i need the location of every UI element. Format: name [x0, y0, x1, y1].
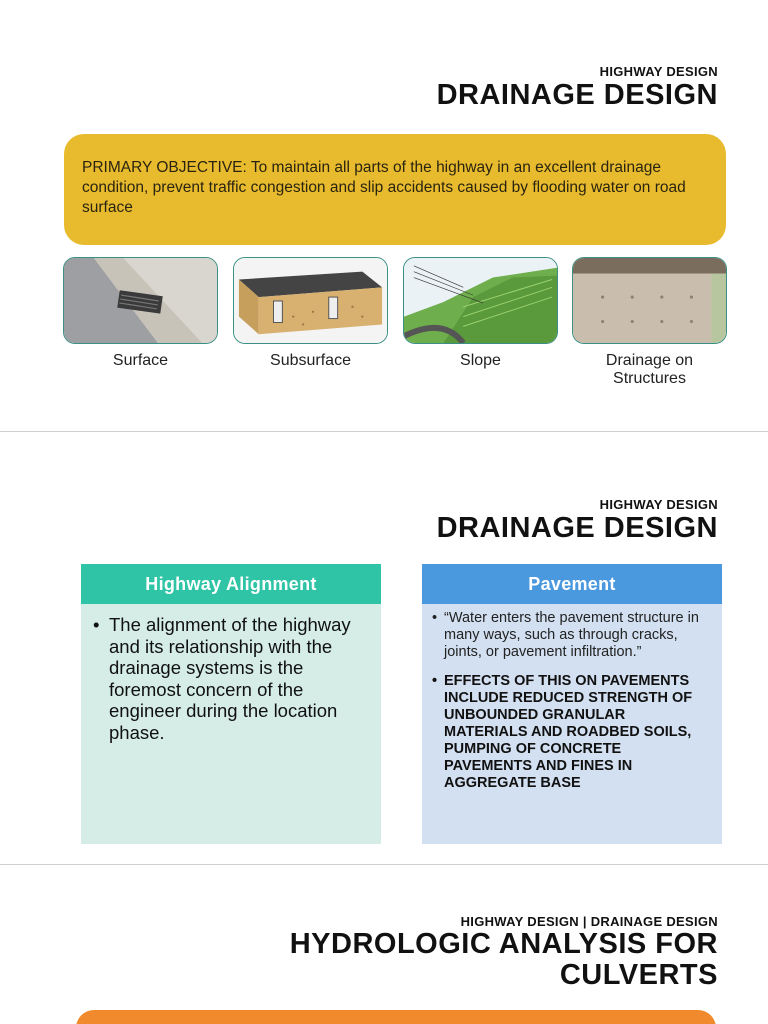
- surface-label: Surface: [112, 352, 169, 369]
- slide-drainage-types: [0, 0, 768, 432]
- slide-kicker: HIGHWAY DESIGN: [599, 64, 718, 79]
- slide-title-line-2: CULVERTS: [559, 959, 718, 991]
- primary-objective-text: PRIMARY OBJECTIVE: To maintain all parts of the highway in an excellent drainage condition, prevent traffic congestion and slip accidents caused by flooding water on road surface: [82, 159, 686, 216]
- pavement-bullet-1: • “Water enters the pavement structure in many ways, such as through cracks, joints, or pavement infiltration.”: [432, 610, 712, 661]
- alignment-bullet-text: The alignment of the highway and its relationship with the drainage systems is the foremost concern of the engineer during the location phase.: [109, 614, 351, 743]
- alignment-card-body: [81, 604, 381, 844]
- subsurface-label: Subsurface: [270, 352, 351, 369]
- slide-kicker: HIGHWAY DESIGN: [599, 497, 718, 512]
- pavement-bullet-2: • EFFECTS OF THIS ON PAVEMENTS INCLUDE REDUCED STRENGTH OF UNBOUNDED GRANULAR MATERIALS AND ROADBED SOILS, PUMPING OF CONCRETE PAVEMENTS AND FINES IN AGGREGATE BASE: [432, 673, 712, 792]
- pavement-bullet-2-text: EFFECTS OF THIS ON PAVEMENTS INCLUDE REDUCED STRENGTH OF UNBOUNDED GRANULAR MATERIALS AND ROADBED SOILS, PUMPING OF CONCRETE PAVEMENTS AND FINES IN AGGREGATE BASE: [444, 673, 693, 791]
- slide-title: DRAINAGE DESIGN: [436, 512, 718, 544]
- slide-kicker: HIGHWAY DESIGN | DRAINAGE DESIGN: [460, 914, 718, 929]
- structures-label: Drainage on Structures: [605, 352, 694, 387]
- slope-drainage-image: [403, 257, 558, 344]
- slide-title-line-1: HYDROLOGIC ANALYSIS FOR: [289, 928, 718, 960]
- pavement-bullet-1-text: “Water enters the pavement structure in many ways, such as through cracks, joints, or pavement infiltration.”: [444, 610, 699, 660]
- slope-label: Slope: [460, 352, 501, 369]
- primary-objective-box: [64, 134, 726, 245]
- alignment-bullet: • The alignment of the highway and its relationship with the drainage systems is the foremost concern of the engineer during the location phase.: [93, 614, 371, 743]
- surface-drainage-image: [63, 257, 218, 344]
- subsurface-drainage-image: [233, 257, 388, 344]
- orange-content-band: [76, 1010, 716, 1024]
- slide-title: DRAINAGE DESIGN: [436, 79, 718, 111]
- structures-drainage-image: [572, 257, 727, 344]
- slide-hydrologic-analysis: [0, 866, 768, 1024]
- alignment-card-header: Highway Alignment: [81, 564, 381, 604]
- pavement-card-body: [422, 604, 722, 844]
- pavement-card-header: Pavement: [422, 564, 722, 604]
